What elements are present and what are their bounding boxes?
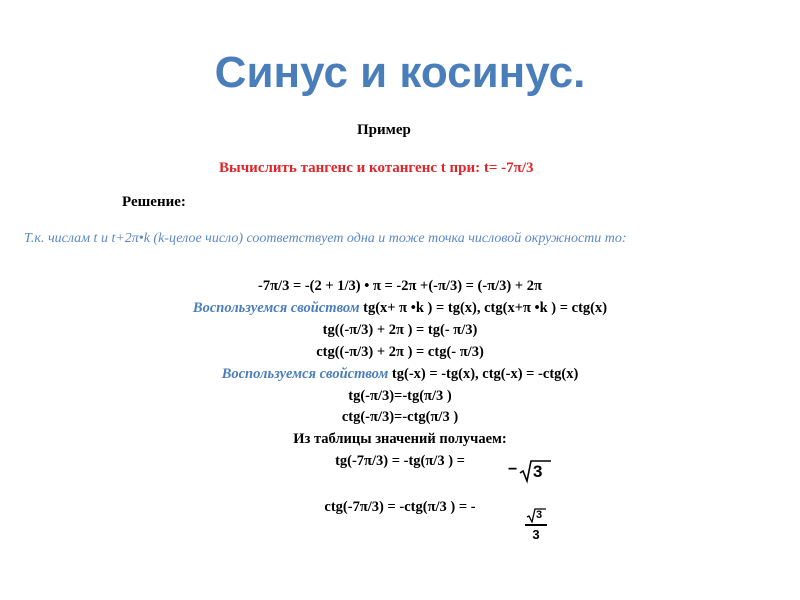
cot-answer-fraction: [525, 507, 547, 542]
description-text: Т.к. числам t и t+2π•k (k-целое число) соответствует одна и тоже точка числовой окружности то:: [24, 231, 627, 246]
tan-answer-sign: −: [508, 461, 518, 478]
property-lead: Воспользуемся свойством: [221, 366, 389, 382]
task-statement: Вычислить тангенс и котангенс t при: t= -7π/3: [219, 160, 534, 176]
cot-answer-radicand: 3: [536, 509, 543, 521]
page-title: Синус и косинус.: [214, 48, 586, 97]
line-ctg-result: ctg(-7π/3) = -ctg(π/3 ) = -: [324, 499, 476, 515]
line-odd-property: [0, 366, 800, 383]
line-angle-decomposition: -7π/3 = -(2 + 1/3) • π = -2π +(-π/3) = (-π/3) + 2π: [258, 278, 542, 294]
line-tg-odd: tg(-π/3)=-tg(π/3 ): [348, 388, 452, 404]
property-formula: tg(x+ π •k ) = tg(x), ctg(x+π •k ) = ctg(x): [359, 300, 608, 316]
property-lead: Воспользуемся свойством: [192, 300, 360, 316]
tan-answer-radicand: 3: [533, 462, 543, 481]
line-tg-reduction: tg((-π/3) + 2π ) = tg(- π/3): [322, 322, 478, 338]
line-tg-result: tg(-7π/3) = -tg(π/3 ) =: [335, 453, 465, 469]
tan-answer: [506, 458, 552, 484]
line-ctg-odd: ctg(-π/3)=-ctg(π/3 ): [341, 409, 459, 425]
cot-answer-numerator: [525, 507, 547, 523]
cot-answer-denominator: 3: [532, 526, 540, 542]
solution-label: Решение:: [122, 194, 186, 210]
line-ctg-reduction: ctg((-π/3) + 2π ) = ctg(- π/3): [316, 344, 484, 360]
property-formula: tg(-x) = -tg(x), ctg(-x) = -ctg(x): [388, 366, 579, 382]
line-periodicity-property: [0, 300, 800, 317]
fraction-bar: [525, 524, 547, 526]
line-table-intro: Из таблицы значений получаем:: [293, 431, 507, 447]
example-label: Пример: [357, 122, 411, 138]
